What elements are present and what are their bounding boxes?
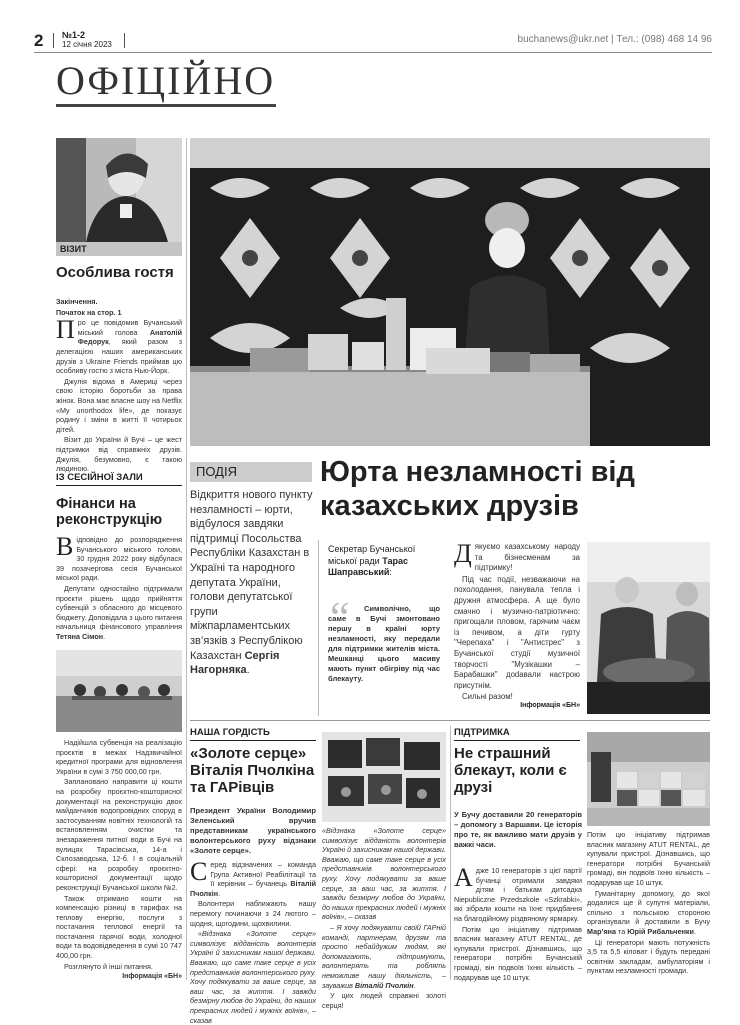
section-underline — [56, 104, 276, 107]
visit-paragraph: Джулія відома в Америці через свою історію боротьби за права жінок. Вона має власне шоу на Netflix «My unorthodox life», де показує родину і зміни в житті її чотирьох дітей. — [56, 376, 182, 434]
generators-paragraph: Потім цю ініціативу підтримав власник магазину ATUT RENTAL, де купували пристрої. Дізнавшись, що генератори потрібні Бучанській громаді, він подвоїв їхню кількість – подарував ще 10 штук. — [454, 924, 582, 982]
finance-body — [56, 532, 182, 649]
yurt-body — [454, 539, 580, 702]
page-number: 2 — [34, 31, 44, 50]
issue-date: 12 січня 2023 — [62, 40, 112, 49]
heart-deck: Президент України Володимир Зеленський вручив представникам українського волонтерського руху відзнаки «Золоте серце». — [190, 806, 316, 855]
heart-paragraph: Волонтери наближають нашу перемогу починаючи з 24 лютого – щодня, щогодини, щохвилини. — [190, 899, 316, 928]
generators-paragraph: Адже 10 генераторів з цієї партії бучанці отримали завдяки дітям і батькам дитсадка Niepubliczne Przedszkole «Szkrabki», які зібрали кошти на їхнє придбання на благодійному різдвяному ярмарку. — [454, 863, 582, 923]
heart-paragraph: Серед відзначених – команда Група Активної Реабілітації та її керівник – бучанець Віталій Пчолкін. — [190, 857, 316, 898]
heart-paragraph: – Я хочу подякувати своїй ГАРній команді, партнерам, друзям та просто небайдужим людям, які допомагають, підтримують, волонтерять та роблять неможливе нашу діяльність, – зауважив Віталій Пчолкін. — [322, 922, 446, 990]
divider — [124, 33, 125, 48]
finance-paragraph: Відповідно до розпорядження Бучанського міського голови, 30 грудня 2022 року відбулася 39 позачергова сесія Бучанської міської ради. — [56, 532, 182, 583]
visit-paragraph: Візит до України й Бучі – це жест підтримки від справжніх друзів. Джулія, безумовно, є такою людиною. — [56, 435, 182, 474]
article-signature: Інформація «БН» — [122, 973, 182, 981]
yurt-quote: Символічно, що саме в Бучі змонтовано першу в країні юрту незламності, яку передали для підтримки жителів міста. Мешканці цього масиву мають пункт обігріву під час блекауту. — [328, 604, 440, 683]
generators-paragraph: Гуманітарну допомогу, до якої додалися ще й супутні матеріали, спільно з польською стороною організували й доставили в Бучу Мар’яна та Юрій Рибальченки. — [587, 888, 710, 936]
quote-icon: “ — [330, 593, 350, 642]
yurt-paragraph: Сильні разом! — [462, 692, 513, 702]
person-name: Анатолій Федорук — [77, 327, 182, 347]
heart-paragraph: У цих людей справжні золоті серця! — [322, 991, 446, 1010]
finance-paragraph: Заплановано направити ці кошти на розробку проєктно-кошторисної документації на реконструкцію двох майданчиків водопровідних споруд в застосуванням новітніх технологій та встановленням очистки та знезараження питної води в Бучі на вулицях Тарасівська, 14-а і Склозаводська, 12-б. І в соціальній сфері: на розробку проєктно-кошторисної документації щодо реконструкції Бучанської школи №2. — [56, 777, 182, 892]
drop-cap: А — [454, 863, 473, 892]
contact-info[interactable]: buchanews@ukr.net | Тел.: (098) 468 14 96 — [517, 34, 712, 45]
visit-photo — [56, 138, 182, 242]
finance-paragraph: Також отримано кошти на компенсацію різниці в тарифах на теплову енергію, послуги з постачання теплової енергії та постачання гарячої води, холодної води та водовідведення в сумі 10 747 400,00 грн. — [56, 893, 182, 961]
finance-paragraph: Надійшла субвенція на реалізацію проєктів в межах Надзвичайної кредитної програми для відновлення України в сумі 3 750 000,00 грн. — [56, 738, 182, 776]
person-name: Юрій Рибальченки — [627, 926, 694, 936]
drop-cap: С — [190, 857, 208, 886]
yurt-speaker: Секретар Бучанської міської ради Тарас Шаправський: — [328, 544, 416, 577]
person-name: Тетяна Сімон — [56, 631, 104, 641]
section-rule — [190, 720, 710, 721]
finance-body-2 — [56, 738, 182, 981]
column-divider — [318, 540, 319, 716]
heart-title: «Золоте серце» Віталія Пчолкіна та ГАРівців — [190, 745, 315, 796]
yurt-paragraph: Дякуємо казахському народу та бізнесменам за підтримку! — [454, 539, 580, 573]
person-name: Віталій Пчолкін — [190, 879, 316, 898]
heart-rubric: НАША ГОРДІСТЬ — [190, 727, 316, 741]
heart-body — [190, 857, 316, 1025]
person-name: Тарас Шаправський — [328, 555, 409, 577]
yurt-paragraph: Під час події, незважаючи на похолодання, панувала тепла і дружня атмосфера. А ще було смачно і музично-патріотично: пригощали пловом, гарячим чаєм із печивом, а діти гурту "Черепаха" і "Антистрес" з Бучанської студії музичної творчості "Музікашки – Барабашки" дodавали настрою присутнім. — [454, 574, 580, 690]
person-name: Мар’яна — [587, 926, 616, 936]
heart-paragraph: «Відзнака «Золоте серце» символізує відданість волонтерів Україні й захисникам нашої держави. Вважаю, що саме таке серце в усіх представників волонтерського руху. Хочу подякувати за вашe серце, за ваш час, за життя. І завжди безмірну любов до України, до наших прекрасних людей і мужніх воїнів», – сказав — [322, 826, 446, 922]
issue-number: №1-2 — [62, 30, 86, 40]
finance-rubric: ІЗ СЕСІЙНОЇ ЗАЛИ — [56, 472, 182, 486]
plov-photo — [587, 542, 710, 714]
visit-kicker-2: Початок на стор. 1 — [56, 307, 122, 317]
visit-kicker: Закінчення. — [56, 297, 98, 306]
visit-title: Особлива гостя — [56, 264, 174, 281]
finance-paragraph: Розглянуто й інші питання. — [64, 961, 153, 971]
drop-cap: В — [56, 532, 74, 561]
divider — [53, 33, 54, 48]
session-photo — [56, 650, 182, 732]
column-divider — [450, 726, 451, 980]
yurt-title: Юрта незламності від казахських друзів — [320, 456, 635, 522]
generators-rubric: ПІДТРИМКА — [454, 727, 580, 741]
person-name: Віталій Пчолкін — [354, 980, 414, 990]
generators-deck: У Бучу доставили 20 генераторів – допомогу з Варшави. Це історія про те, як важливо мати друзів у важкі часи. — [454, 810, 582, 849]
finance-title: Фінанси на реконструкцію — [56, 496, 163, 529]
generators-paragraph: Потім цю ініціативу підтримав власник магазину ATUT RENTAL, де купували пристрої. Дізнавшись, що генератори потрібні Бучанській громаді, він подвоїв їхню кількість – подарував ще 10 штук. — [587, 830, 710, 887]
yurt-rubric: ПОДІЯ — [190, 462, 312, 482]
visit-paragraph: Про це повідомив Бучанський міський голова Анатолій Федорук, який разом з делегацією наших американських друзів з Ukraine Friends приймав цю особливу гостю з міста Нью-Йорк. — [56, 315, 182, 376]
generators-paragraph: Ці генератори мають потужність 3,5 та 5,5 кіловат і будуть передані освітнім закладам, амбулаторіям і пунктам незламності громади. — [587, 937, 710, 976]
generators-body-2 — [587, 830, 710, 980]
heart-paragraph: «Відзнака «Золоте серце» символізує відданість волонтерів Україні й захисникам нашої держави. Вважаю, що саме таке серце в усіх представників волонтерського руху. Хочу подякувати за вашe серце, за ваш час, за життя. І завжди безмірну любов до України, до наших прекрасних людей і мужніх воїнів», – сказав — [190, 929, 316, 1025]
generators-body — [454, 863, 582, 982]
generators-title: Не страшний блекаут, коли є друзі — [454, 745, 567, 796]
person-name: Сергія Нагорняка — [190, 649, 280, 677]
generators-photo — [587, 732, 710, 826]
drop-cap: П — [56, 315, 75, 345]
yurt-lead: Відкриття нового пункту незламності – юрти, відбулося завдяки підтримці Посольства Республіки Казахстан в Україні та народного депутата України, голови депутатської групи міжпарламентських зв’язків з Республікою Казахстан Сергія Нагорняка. — [190, 489, 313, 677]
awards-photo — [322, 732, 446, 822]
visit-rubric: ВІЗИТ — [56, 242, 182, 256]
heart-body-2 — [322, 826, 446, 1010]
header-rule — [34, 52, 712, 53]
visit-body — [56, 297, 182, 474]
column-divider — [186, 138, 187, 980]
article-signature: Інформація «БН» — [520, 702, 580, 709]
finance-paragraph: Депутати одностайно підтримали проєкти рішень щодо прийняття субвенцій з обласного до місцевого бюджету. Доповідала з цього питання начальниця фінансового управління Тетяна Сімон. — [56, 583, 182, 641]
page-header — [34, 30, 712, 52]
yurt-photo — [190, 138, 710, 446]
section-title: ОФІЦІЙНО — [56, 58, 276, 103]
drop-cap: Д — [454, 539, 472, 568]
